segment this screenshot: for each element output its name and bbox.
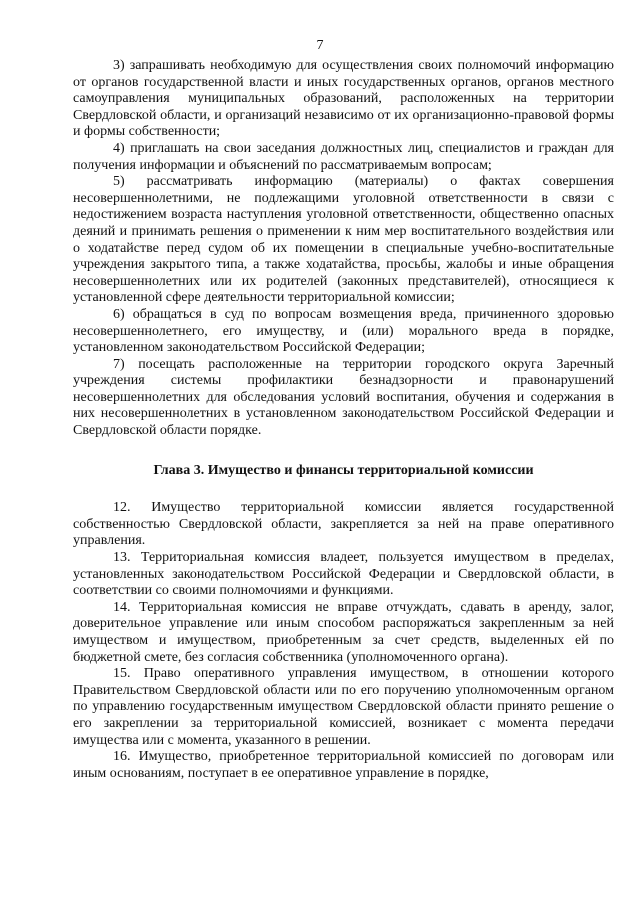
- list-item: 3) запрашивать необходимую для осуществления своих полномочий информацию от органов государственной власти и иных государственных органов, органов местного самоуправления муниципальных образований, расположенных на территории Свердловской области, и организаций независимо от их организационно-правовой формы и формы собственности;: [73, 58, 614, 140]
- clause-paragraph: 13. Территориальная комиссия владеет, пользуется имуществом в пределах, установленных законодательством Российской Федерации и Свердловской области, в соответствии со своими полномочиями и функциями.: [73, 550, 614, 599]
- page-number: 7: [316, 38, 324, 53]
- clause-paragraph: 15. Право оперативного управления имуществом, в отношении которого Правительством Свердловской области или по его поручению уполномоченным органом по управлению государственным имуществом Свердловской области принято решение о его закреплении за территориальной комиссией, возникает с момента передачи имущества или с момента, указанного в решении.: [73, 666, 614, 748]
- chapter-title: Глава 3. Имущество и финансы территориальной комиссии: [153, 462, 534, 478]
- list-item: 6) обращаться в суд по вопросам возмещения вреда, причиненного здоровью несовершеннолетнего, его имуществу, и (или) морального вреда в порядке, установленном законодательством Российской Федерации;: [73, 306, 614, 356]
- clause-paragraph: 12. Имущество территориальной комиссии является государственной собственностью Свердловской области, закрепляется за ней на праве оперативного управления.: [73, 500, 614, 549]
- document-body: [73, 58, 614, 782]
- clause-paragraph: 14. Территориальная комиссия не вправе отчуждать, сдавать в аренду, залог, доверительное управление или иным способом распоряжаться закрепленным за ней имуществом и имуществом, приобретенным за счет средств, выделенных ей по бюджетной смете, без согласия собственника (уполномоченного органа).: [73, 599, 614, 665]
- list-item: 4) приглашать на свои заседания должностных лиц, специалистов и граждан для получения информации и объяснений по рассматриваемым вопросам;: [73, 140, 614, 173]
- list-item: 7) посещать расположенные на территории городского округа Заречный учреждения системы профилактики безнадзорности и правонарушений несовершеннолетних для обследования условий воспитания, обучения и содержания в них несовершеннолетних в установленном законодательством Российской Федерации и Свердловской области порядке.: [73, 356, 614, 439]
- clause-paragraph: 16. Имущество, приобретенное территориальной комиссией по договорам или иным основаниям, поступает в ее оперативное управление в порядке,: [73, 749, 614, 781]
- list-item: 5) рассматривать информацию (материалы) о фактах совершения несовершеннолетними, не подлежащими уголовной ответственности в связи с недостижением возраста наступления уголовной ответственности, общественно опасных деяний и принимать решения о применении к ним мер воспитательного воздействия или о ходатайстве перед судом об их помещении в специальные учебно-воспитательные учреждения закрытого типа, а также ходатайства, просьбы, жалобы и иные обращения несовершеннолетних или их родителей (законных представителей), относящиеся к установленной сфере деятельности территориальной комиссии;: [73, 174, 614, 306]
